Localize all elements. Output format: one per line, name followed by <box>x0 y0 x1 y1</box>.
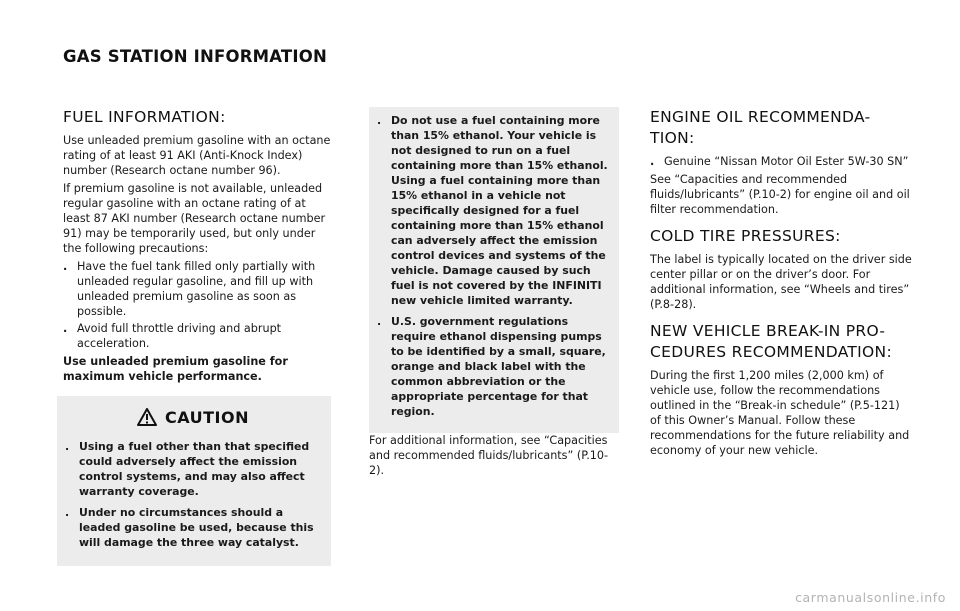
ethanol-warning-list <box>377 113 611 419</box>
bullet-icon: . <box>377 315 382 328</box>
caution-label: CAUTION <box>165 408 249 427</box>
bullet-icon: . <box>65 506 70 519</box>
break-in-heading-line1: NEW VEHICLE BREAK-IN PRO- <box>650 322 886 340</box>
list-item-text: Have the fuel tank filled only partially with unleaded regular gasoline, and fill up with unleaded premium gasoline as soon as possible. <box>77 260 316 318</box>
list-item-text: Under no circumstances should a leaded gasoline be used, because this will damage the three way catalyst. <box>79 506 314 549</box>
list-item <box>65 439 321 499</box>
fuel-information-heading: FUEL INFORMATION: <box>63 108 226 126</box>
caution-box <box>57 396 331 566</box>
additional-information-paragraph: For additional information, see “Capacities and recommended fluids/lubricants” (P.10-2). <box>369 434 609 477</box>
page-title: GAS STATION INFORMATION <box>63 47 327 66</box>
engine-oil-list <box>650 154 912 169</box>
break-in-heading <box>650 321 912 363</box>
fuel-premium-paragraph: Use unleaded premium gasoline with an octane rating of at least 91 AKI (Anti-Knock Index) number (Research octane number 96). <box>63 134 331 177</box>
list-item-text: Avoid full throttle driving and abrupt acceleration. <box>77 322 282 350</box>
caution-heading <box>65 408 321 427</box>
list-item-text: Do not use a fuel containing more than 15% ethanol. Your vehicle is not designed to run on a fuel containing more than 15% ethanol. Using a fuel containing more than 15% ethanol in a vehicle not specifically designed for a fuel containing more than 15% ethanol can adversely affect the emission control devices and systems of the vehicle. Damage caused by such fuel is not covered by the INFINITI new vehicle limited warranty. <box>391 114 608 307</box>
break-in-heading-line2: CEDURES RECOMMENDATION: <box>650 343 892 361</box>
engine-oil-heading-line2: TION: <box>650 129 695 147</box>
list-item <box>65 505 321 550</box>
cold-tire-pressures-paragraph: The label is typically located on the driver side center pillar or on the driver’s door. For additional information, see “Wheels and tires” (P.8-28). <box>650 253 912 311</box>
bullet-icon: . <box>650 155 655 168</box>
cold-tire-pressures-heading: COLD TIRE PRESSURES: <box>650 227 841 245</box>
column-fuel-information <box>63 107 331 566</box>
list-item <box>377 113 611 308</box>
column-recommendations <box>650 107 912 461</box>
list-item-text: U.S. government regulations require ethanol dispensing pumps to be identified by a small, square, orange and black label with the common abbreviation or the appropriate percentage for that region. <box>391 315 606 418</box>
watermark: carmanualsonline.info <box>795 590 946 605</box>
bullet-icon: . <box>65 440 70 453</box>
fuel-regular-paragraph: If premium gasoline is not available, unleaded regular gasoline with an octane rating of at least 87 AKI number (Research octane number 91) may be temporarily used, but only under the following precautions: <box>63 182 326 255</box>
caution-list <box>65 439 321 550</box>
warning-triangle-icon <box>137 408 157 426</box>
bullet-icon: . <box>377 114 382 127</box>
engine-oil-heading-line1: ENGINE OIL RECOMMENDA- <box>650 108 871 126</box>
list-item <box>63 321 331 351</box>
list-item-text: Using a fuel other than that specified could adversely affect the emission control systems, and may also affect warranty coverage. <box>79 440 310 498</box>
bullet-icon: . <box>63 260 68 273</box>
engine-oil-paragraph: See “Capacities and recommended fluids/lubricants” (P.10-2) for engine oil and oil filter recommendation. <box>650 173 910 216</box>
ethanol-warning-box <box>369 107 619 433</box>
list-item <box>63 259 331 319</box>
list-item-text: Genuine “Nissan Motor Oil Ester 5W-30 SN” <box>664 155 909 168</box>
list-item <box>650 154 912 169</box>
premium-performance-note: Use unleaded premium gasoline for maximum vehicle performance. <box>63 355 288 383</box>
break-in-paragraph: During the first 1,200 miles (2,000 km) of vehicle use, follow the recommendations outlined in the “Break-in schedule” (P.5-121) of this Owner’s Manual. Follow these recommendations for the future reliability and economy of your new vehicle. <box>650 369 910 457</box>
fuel-precautions-list <box>63 259 331 351</box>
column-ethanol-warnings <box>369 107 619 481</box>
engine-oil-heading <box>650 107 912 149</box>
list-item <box>377 314 611 419</box>
bullet-icon: . <box>63 322 68 335</box>
